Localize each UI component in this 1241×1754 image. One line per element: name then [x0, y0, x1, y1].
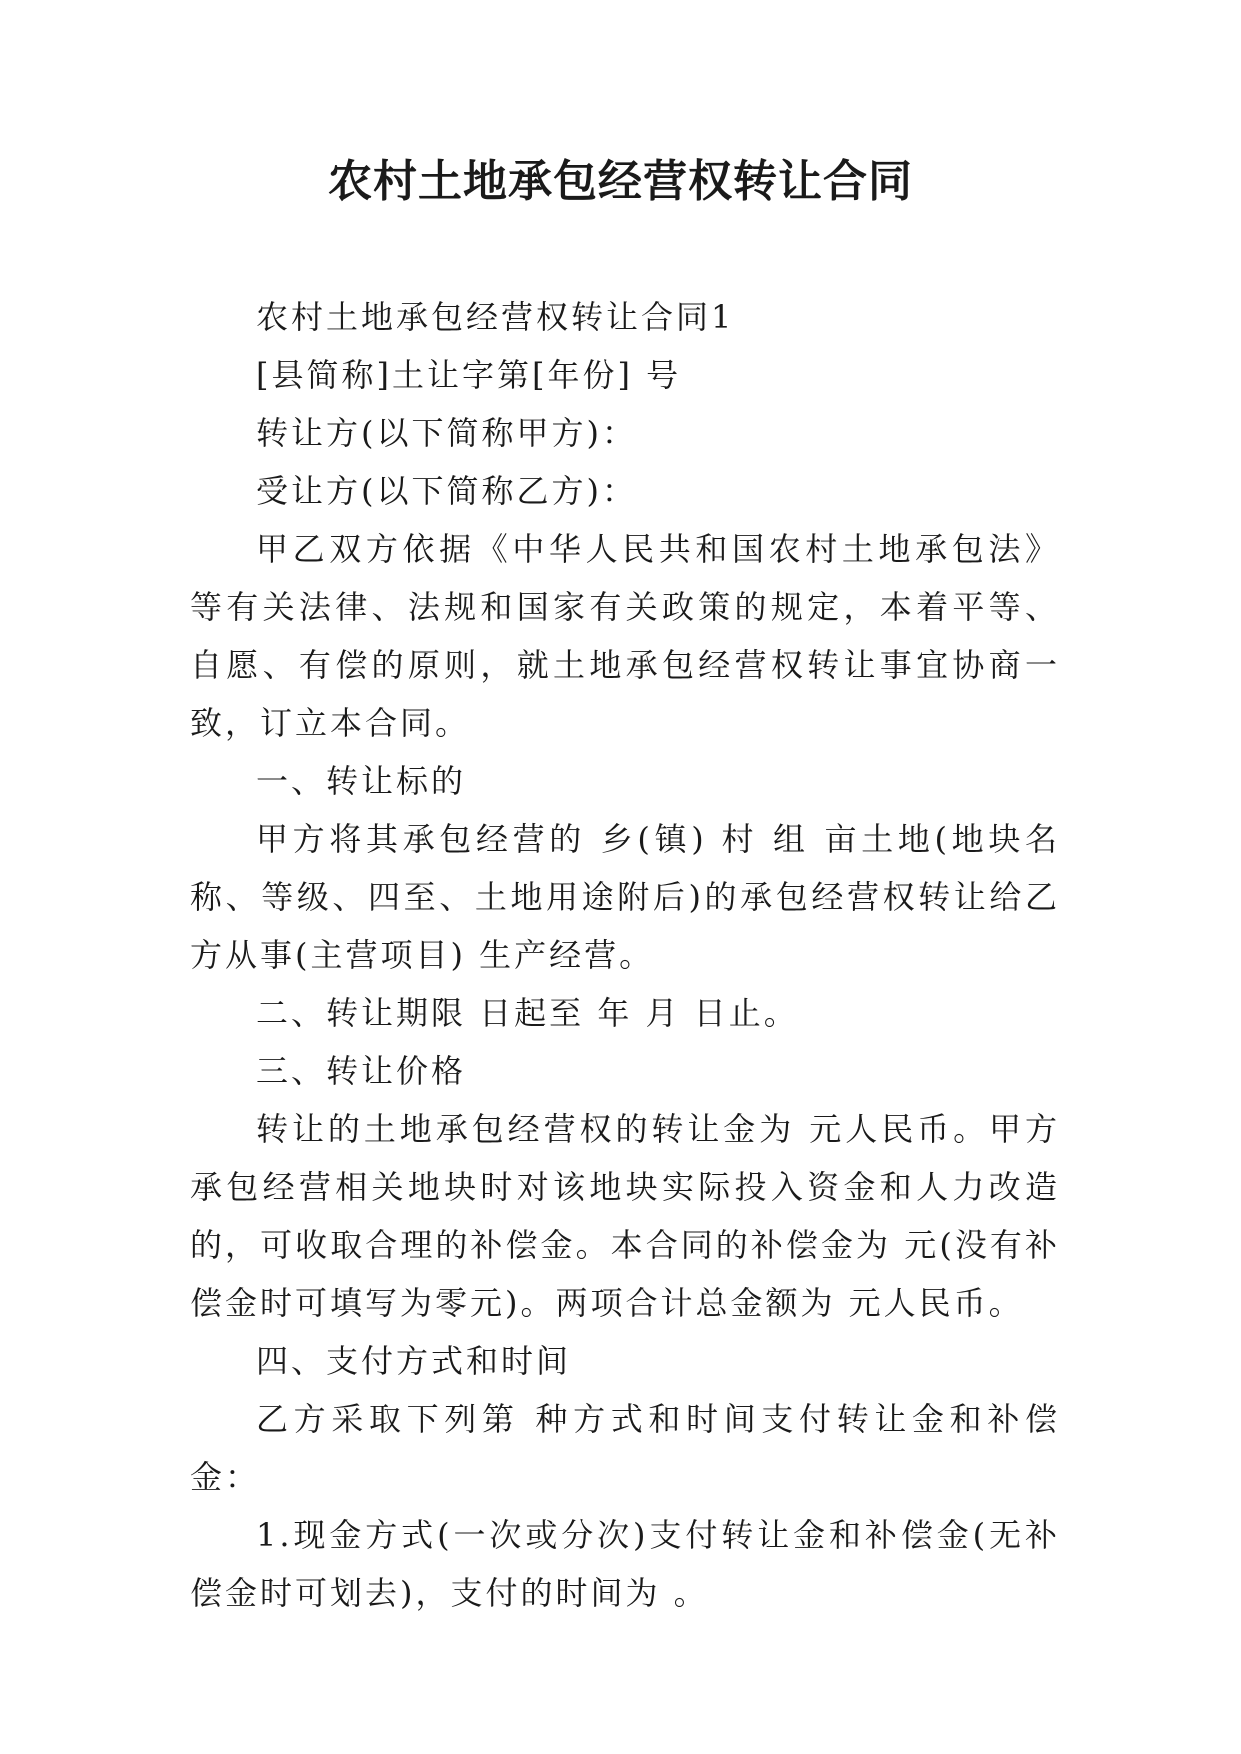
paragraph-preamble: 甲乙双方依据《中华人民共和国农村土地承包法》等有关法律、法规和国家有关政策的规定，本着平等、自愿、有偿的原则，就土地承包经营权转让事宜协商一致，订立本合同。 [190, 530, 1060, 742]
paragraph-price: 转让的土地承包经营权的转让金为 元人民币。甲方承包经营相关地块时对该地块实际投入资金和人力改造的，可收取合理的补偿金。本合同的补偿金为 元(没有补偿金时可填写为零元)。两项合计总金额为 元人民币。 [190, 1110, 1060, 1322]
document-title: 农村土地承包经营权转让合同 [328, 156, 913, 207]
section-heading-price: 三、转让价格 [256, 1052, 467, 1090]
paragraph-party-a: 转让方(以下简称甲方)： [256, 414, 637, 452]
document-body [190, 288, 1060, 1622]
paragraph-contract-number: [县简称]土让字第[年份] 号 [256, 356, 682, 394]
section-heading-term: 二、转让期限 日起至 年 月 日止。 [256, 994, 799, 1032]
paragraph-subject: 甲方将其承包经营的 乡(镇) 村 组 亩土地(地块名称、等级、四至、土地用途附后)的承包经营权转让给乙方从事(主营项目) 生产经营。 [190, 820, 1060, 974]
section-heading-payment: 四、支付方式和时间 [256, 1342, 572, 1380]
paragraph-payment-cash: 1.现金方式(一次或分次)支付转让金和补偿金(无补偿金时可划去)，支付的时间为 。 [190, 1516, 1060, 1612]
paragraph-payment-intro: 乙方采取下列第 种方式和时间支付转让金和补偿金： [190, 1400, 1060, 1496]
paragraph-party-b: 受让方(以下简称乙方)： [256, 472, 637, 510]
section-heading-subject: 一、转让标的 [256, 762, 467, 800]
paragraph-contract-heading: 农村土地承包经营权转让合同1 [256, 298, 735, 336]
